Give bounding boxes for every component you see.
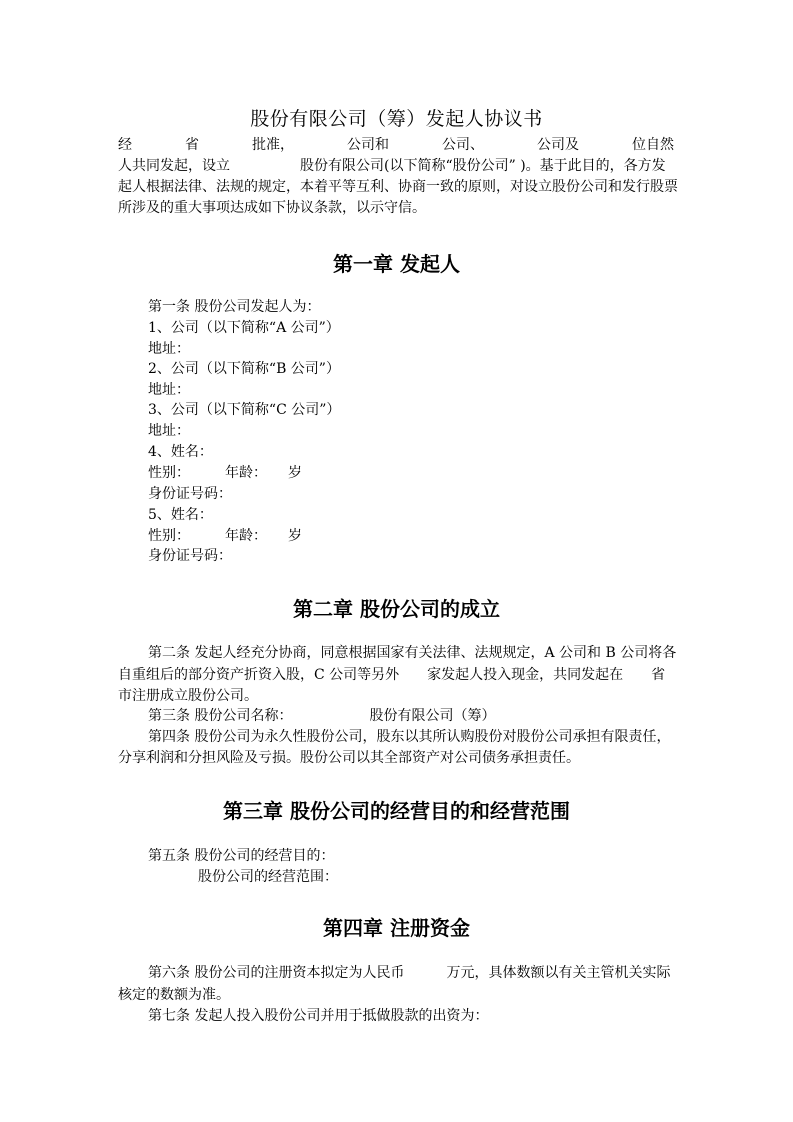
- intro-line-2: 人共同发起，设立 股份有限公司(以下简称“股份公司” )。基于此目的，各方发: [118, 158, 666, 174]
- article-5-line-1: 第五条 股份公司的经营目的：: [148, 848, 335, 864]
- intro-part: 公司及: [537, 137, 579, 153]
- founder-3-address: 地址：: [148, 423, 190, 439]
- intro-line-3: 起人根据法律、法规的规定，本着平等互利、协商一致的原则，对设立股份公司和发行股票: [118, 179, 678, 195]
- article-6-line-1: 第六条 股份公司的注册资本拟定为人民币 万元，具体数额以有关主管机关实际: [148, 965, 671, 981]
- founder-1-address: 地址：: [148, 341, 190, 357]
- founder-2-address: 地址：: [148, 382, 190, 398]
- founder-4-id: 身份证号码：: [148, 486, 232, 502]
- intro-line-1: [118, 135, 674, 156]
- chapter-4-heading: 第四章 注册资金: [323, 916, 470, 940]
- intro-part: 经: [118, 137, 132, 153]
- article-3: 第三条 股份公司名称： 股份有限公司（筹）: [148, 708, 496, 724]
- intro-paragraph: [118, 135, 678, 219]
- article-2-line-2: 自重组后的部分资产折资入股，C 公司等另外 家发起人投入现金，共同发起在 省: [118, 667, 666, 683]
- intro-part: 公司、: [442, 137, 484, 153]
- founder-5-name: 5、姓名：: [148, 507, 213, 523]
- article-4-line-1: 第四条 股份公司为永久性股份公司，股东以其所认购股份对股份公司承担有限责任，: [148, 729, 671, 745]
- intro-line-4: 所涉及的重大事项达成如下协议条款，以示守信。: [118, 200, 426, 216]
- article-2-line-1: 第二条 发起人经充分协商，同意根据国家有关法律、法规规定，A 公司和 B 公司将各: [148, 645, 677, 661]
- article-4-line-2: 分享利润和分担风险及亏损。股份公司以其全部资产对公司债务承担责任。: [118, 750, 580, 766]
- chapter-1-heading: 第一章 发起人: [333, 252, 460, 276]
- article-1: 第一条 股份公司发起人为：: [148, 299, 321, 315]
- article-5-line-2: 股份公司的经营范围：: [198, 869, 338, 885]
- article-6-line-2: 核定的数额为准。: [118, 987, 230, 1003]
- intro-part: 公司和: [347, 137, 389, 153]
- founder-5-id: 身份证号码：: [148, 548, 232, 564]
- intro-part: 批准，: [252, 137, 294, 153]
- chapter-2-heading: 第二章 股份公司的成立: [293, 597, 500, 621]
- founder-2-name: 2、公司（以下简称“B 公司”）: [148, 361, 340, 377]
- intro-part: 位自然: [632, 137, 674, 153]
- document-title: 股份有限公司（筹）发起人协议书: [250, 108, 543, 130]
- intro-part: 省: [185, 137, 199, 153]
- founder-3-name: 3、公司（以下简称“C 公司”）: [148, 402, 341, 418]
- chapter-3-heading: 第三章 股份公司的经营目的和经营范围: [223, 799, 570, 823]
- article-7: 第七条 发起人投入股份公司并用于抵做股款的出资为：: [148, 1008, 489, 1024]
- founder-1-name: 1、公司（以下简称“A 公司”）: [148, 320, 340, 336]
- article-2-line-3: 市注册成立股份公司。: [118, 688, 258, 704]
- founder-4-name: 4、姓名：: [148, 444, 213, 460]
- founder-5-gender-age: 性别： 年龄： 岁: [148, 528, 302, 544]
- founder-4-gender-age: 性别： 年龄： 岁: [148, 465, 302, 481]
